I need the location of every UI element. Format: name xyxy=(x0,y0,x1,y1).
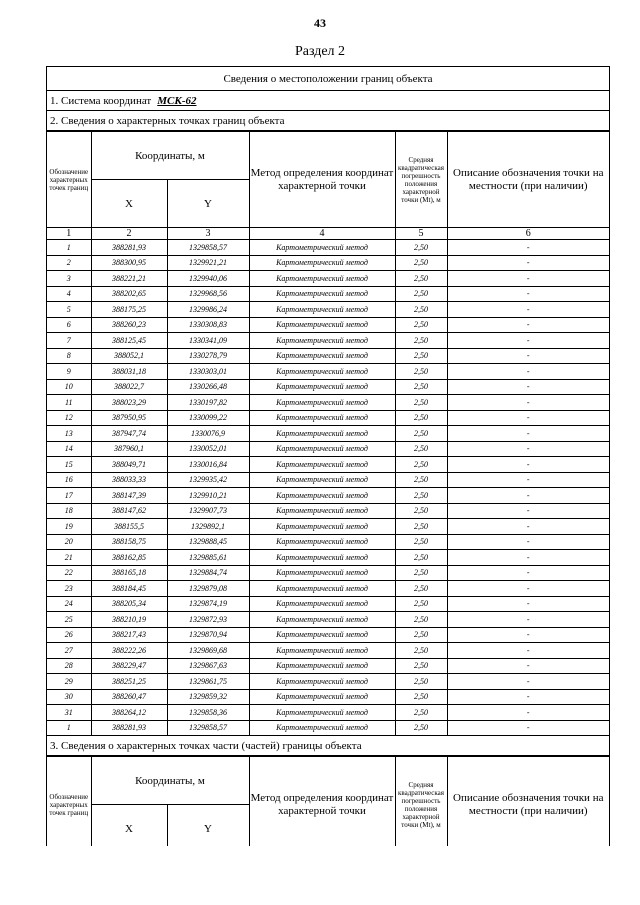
coordinate-system-value: МСК-62 xyxy=(157,95,197,107)
point-number: 1 xyxy=(47,720,91,736)
table-row xyxy=(47,271,609,287)
method-cell: Картометрический метод xyxy=(249,240,395,256)
table-row xyxy=(47,441,609,457)
part-header-description: Описание обозначения точки на местности (при наличии) xyxy=(447,757,609,847)
accuracy-cell: 2,50 xyxy=(395,395,447,411)
point-number: 4 xyxy=(47,286,91,302)
coord-x: 388031,18 xyxy=(91,364,167,380)
point-number: 2 xyxy=(47,255,91,271)
coord-x: 388251,25 xyxy=(91,674,167,690)
table-row xyxy=(47,240,609,256)
coord-x: 388264,12 xyxy=(91,705,167,721)
accuracy-cell: 2,50 xyxy=(395,457,447,473)
column-number: 6 xyxy=(447,228,609,240)
point-number: 18 xyxy=(47,503,91,519)
table-row xyxy=(47,364,609,380)
column-number: 4 xyxy=(249,228,395,240)
accuracy-cell: 2,50 xyxy=(395,441,447,457)
table-row xyxy=(47,596,609,612)
coord-x: 388165,18 xyxy=(91,565,167,581)
accuracy-cell: 2,50 xyxy=(395,534,447,550)
coord-x: 388205,34 xyxy=(91,596,167,612)
table-row xyxy=(47,317,609,333)
header-description: Описание обозначения точки на местности (при наличии) xyxy=(447,132,609,228)
method-cell: Картометрический метод xyxy=(249,519,395,535)
table-row xyxy=(47,503,609,519)
coord-y: 1329874,19 xyxy=(167,596,249,612)
method-cell: Картометрический метод xyxy=(249,550,395,566)
coord-y: 1329859,32 xyxy=(167,689,249,705)
table-row xyxy=(47,395,609,411)
coord-y: 1329907,73 xyxy=(167,503,249,519)
table-row xyxy=(47,581,609,597)
coord-y: 1330266,48 xyxy=(167,379,249,395)
column-number: 3 xyxy=(167,228,249,240)
description-cell: - xyxy=(447,550,609,566)
description-cell: - xyxy=(447,658,609,674)
point-number: 13 xyxy=(47,426,91,442)
coord-x: 388022,7 xyxy=(91,379,167,395)
coord-x: 388281,93 xyxy=(91,240,167,256)
accuracy-cell: 2,50 xyxy=(395,612,447,628)
method-cell: Картометрический метод xyxy=(249,596,395,612)
accuracy-cell: 2,50 xyxy=(395,426,447,442)
accuracy-cell: 2,50 xyxy=(395,348,447,364)
coord-x: 387950,95 xyxy=(91,410,167,426)
method-cell: Картометрический метод xyxy=(249,503,395,519)
section-title: Раздел 2 xyxy=(294,44,346,59)
coord-y: 1329858,57 xyxy=(167,720,249,736)
coord-y: 1330308,83 xyxy=(167,317,249,333)
coord-y: 1330341,09 xyxy=(167,333,249,349)
description-cell: - xyxy=(447,410,609,426)
coord-y: 1330303,01 xyxy=(167,364,249,380)
coord-x: 388260,23 xyxy=(91,317,167,333)
point-number: 23 xyxy=(47,581,91,597)
description-cell: - xyxy=(447,317,609,333)
method-cell: Картометрический метод xyxy=(249,689,395,705)
table-row xyxy=(47,286,609,302)
method-cell: Картометрический метод xyxy=(249,643,395,659)
coord-x: 388184,45 xyxy=(91,581,167,597)
document-table-frame xyxy=(46,66,610,846)
table-row xyxy=(47,612,609,628)
description-cell: - xyxy=(447,472,609,488)
table-row xyxy=(47,705,609,721)
description-cell: - xyxy=(447,643,609,659)
description-cell: - xyxy=(447,565,609,581)
method-cell: Картометрический метод xyxy=(249,534,395,550)
method-cell: Картометрический метод xyxy=(249,364,395,380)
header-row xyxy=(47,132,609,180)
part-header-method: Метод определения координат характерной точки xyxy=(249,757,395,847)
method-cell: Картометрический метод xyxy=(249,472,395,488)
method-cell: Картометрический метод xyxy=(249,410,395,426)
method-cell: Картометрический метод xyxy=(249,705,395,721)
coord-x: 388147,39 xyxy=(91,488,167,504)
accuracy-cell: 2,50 xyxy=(395,705,447,721)
point-number: 1 xyxy=(47,240,91,256)
point-number: 20 xyxy=(47,534,91,550)
method-cell: Картометрический метод xyxy=(249,286,395,302)
description-cell: - xyxy=(447,255,609,271)
description-cell: - xyxy=(447,457,609,473)
accuracy-cell: 2,50 xyxy=(395,596,447,612)
coord-x: 388162,85 xyxy=(91,550,167,566)
table-row xyxy=(47,689,609,705)
coord-x: 388281,93 xyxy=(91,720,167,736)
table-row xyxy=(47,348,609,364)
description-cell: - xyxy=(447,519,609,535)
description-cell: - xyxy=(447,286,609,302)
coord-y: 1329892,1 xyxy=(167,519,249,535)
description-cell: - xyxy=(447,348,609,364)
table-row xyxy=(47,674,609,690)
coord-y: 1330197,82 xyxy=(167,395,249,411)
accuracy-cell: 2,50 xyxy=(395,488,447,504)
accuracy-cell: 2,50 xyxy=(395,689,447,705)
accuracy-cell: 2,50 xyxy=(395,317,447,333)
description-cell: - xyxy=(447,441,609,457)
coord-y: 1329921,21 xyxy=(167,255,249,271)
method-cell: Картометрический метод xyxy=(249,426,395,442)
coord-y: 1329869,68 xyxy=(167,643,249,659)
coord-x: 388147,62 xyxy=(91,503,167,519)
method-cell: Картометрический метод xyxy=(249,348,395,364)
table-title: Сведения о местоположении границ объекта xyxy=(47,67,609,91)
description-cell: - xyxy=(447,426,609,442)
accuracy-cell: 2,50 xyxy=(395,364,447,380)
method-cell: Картометрический метод xyxy=(249,488,395,504)
coord-x: 388221,21 xyxy=(91,271,167,287)
coord-x: 388158,75 xyxy=(91,534,167,550)
point-number: 24 xyxy=(47,596,91,612)
accuracy-cell: 2,50 xyxy=(395,302,447,318)
section3-heading: 3. Сведения о характерных точках части (частей) границы объекта xyxy=(47,736,609,756)
accuracy-cell: 2,50 xyxy=(395,503,447,519)
description-cell: - xyxy=(447,674,609,690)
point-number: 6 xyxy=(47,317,91,333)
point-number: 19 xyxy=(47,519,91,535)
accuracy-cell: 2,50 xyxy=(395,240,447,256)
accuracy-cell: 2,50 xyxy=(395,271,447,287)
table-row xyxy=(47,333,609,349)
column-number: 2 xyxy=(91,228,167,240)
coord-y: 1329940,06 xyxy=(167,271,249,287)
coord-y: 1329884,74 xyxy=(167,565,249,581)
header-y: Y xyxy=(167,180,249,228)
method-cell: Картометрический метод xyxy=(249,255,395,271)
accuracy-cell: 2,50 xyxy=(395,643,447,659)
coord-x: 388300,95 xyxy=(91,255,167,271)
coord-x: 388049,71 xyxy=(91,457,167,473)
accuracy-cell: 2,50 xyxy=(395,519,447,535)
table-row xyxy=(47,302,609,318)
part-points-table xyxy=(47,756,609,846)
section2-heading: 2. Сведения о характерных точках границ объекта xyxy=(47,111,609,131)
accuracy-cell: 2,50 xyxy=(395,674,447,690)
description-cell: - xyxy=(447,720,609,736)
accuracy-cell: 2,50 xyxy=(395,410,447,426)
method-cell: Картометрический метод xyxy=(249,317,395,333)
point-number: 11 xyxy=(47,395,91,411)
point-number: 5 xyxy=(47,302,91,318)
point-number: 28 xyxy=(47,658,91,674)
coord-y: 1330099,22 xyxy=(167,410,249,426)
description-cell: - xyxy=(447,240,609,256)
description-cell: - xyxy=(447,488,609,504)
coord-x: 388155,5 xyxy=(91,519,167,535)
coord-y: 1329935,42 xyxy=(167,472,249,488)
point-number: 8 xyxy=(47,348,91,364)
coord-y: 1329858,36 xyxy=(167,705,249,721)
column-number-row xyxy=(47,228,609,240)
points-table xyxy=(47,131,609,736)
method-cell: Картометрический метод xyxy=(249,674,395,690)
point-number: 10 xyxy=(47,379,91,395)
accuracy-cell: 2,50 xyxy=(395,565,447,581)
method-cell: Картометрический метод xyxy=(249,627,395,643)
coord-x: 388023,29 xyxy=(91,395,167,411)
coord-x: 387947,74 xyxy=(91,426,167,442)
part-header-x: X xyxy=(91,805,167,847)
table-row xyxy=(47,643,609,659)
part-header-accuracy: Средняя квадратическая погрешность положения характерной точки (Mt), м xyxy=(395,757,447,847)
point-number: 14 xyxy=(47,441,91,457)
accuracy-cell: 2,50 xyxy=(395,720,447,736)
description-cell: - xyxy=(447,364,609,380)
method-cell: Картометрический метод xyxy=(249,302,395,318)
coord-y: 1330278,79 xyxy=(167,348,249,364)
point-number: 29 xyxy=(47,674,91,690)
accuracy-cell: 2,50 xyxy=(395,472,447,488)
description-cell: - xyxy=(447,395,609,411)
point-number: 3 xyxy=(47,271,91,287)
coord-y: 1329910,21 xyxy=(167,488,249,504)
point-number: 30 xyxy=(47,689,91,705)
description-cell: - xyxy=(447,534,609,550)
coord-x: 388033,33 xyxy=(91,472,167,488)
description-cell: - xyxy=(447,612,609,628)
coordinate-system-row xyxy=(47,91,609,111)
coord-x: 388260,47 xyxy=(91,689,167,705)
point-number: 22 xyxy=(47,565,91,581)
accuracy-cell: 2,50 xyxy=(395,550,447,566)
table-row xyxy=(47,457,609,473)
coord-x: 388052,1 xyxy=(91,348,167,364)
coord-y: 1329885,61 xyxy=(167,550,249,566)
accuracy-cell: 2,50 xyxy=(395,627,447,643)
description-cell: - xyxy=(447,705,609,721)
point-number: 17 xyxy=(47,488,91,504)
table-row xyxy=(47,550,609,566)
method-cell: Картометрический метод xyxy=(249,271,395,287)
description-cell: - xyxy=(447,689,609,705)
coord-x: 388202,65 xyxy=(91,286,167,302)
header-method: Метод определения координат характерной точки xyxy=(249,132,395,228)
table-row xyxy=(47,519,609,535)
method-cell: Картометрический метод xyxy=(249,333,395,349)
method-cell: Картометрический метод xyxy=(249,720,395,736)
description-cell: - xyxy=(447,271,609,287)
coord-y: 1329861,75 xyxy=(167,674,249,690)
coord-x: 388125,45 xyxy=(91,333,167,349)
part-header-row xyxy=(47,757,609,805)
description-cell: - xyxy=(447,627,609,643)
table-row xyxy=(47,426,609,442)
method-cell: Картометрический метод xyxy=(249,457,395,473)
description-cell: - xyxy=(447,581,609,597)
point-number: 9 xyxy=(47,364,91,380)
accuracy-cell: 2,50 xyxy=(395,581,447,597)
coordinate-system-label: 1. Система координат xyxy=(50,95,152,107)
method-cell: Картометрический метод xyxy=(249,395,395,411)
description-cell: - xyxy=(447,379,609,395)
part-header-point-label: Обозначение характерных точек границ xyxy=(47,757,91,847)
accuracy-cell: 2,50 xyxy=(395,658,447,674)
coord-x: 387960,1 xyxy=(91,441,167,457)
description-cell: - xyxy=(447,503,609,519)
table-row xyxy=(47,627,609,643)
accuracy-cell: 2,50 xyxy=(395,379,447,395)
coord-y: 1329879,08 xyxy=(167,581,249,597)
coord-x: 388229,47 xyxy=(91,658,167,674)
method-cell: Картометрический метод xyxy=(249,612,395,628)
point-number: 31 xyxy=(47,705,91,721)
header-x: X xyxy=(91,180,167,228)
header-coordinates: Координаты, м xyxy=(91,132,249,180)
point-number: 16 xyxy=(47,472,91,488)
coord-y: 1329888,45 xyxy=(167,534,249,550)
point-number: 12 xyxy=(47,410,91,426)
coord-x: 388175,25 xyxy=(91,302,167,318)
coord-y: 1330016,84 xyxy=(167,457,249,473)
method-cell: Картометрический метод xyxy=(249,441,395,457)
description-cell: - xyxy=(447,333,609,349)
accuracy-cell: 2,50 xyxy=(395,333,447,349)
coord-y: 1329986,24 xyxy=(167,302,249,318)
method-cell: Картометрический метод xyxy=(249,379,395,395)
column-number: 1 xyxy=(47,228,91,240)
point-number: 25 xyxy=(47,612,91,628)
method-cell: Картометрический метод xyxy=(249,658,395,674)
coord-y: 1329968,56 xyxy=(167,286,249,302)
coord-y: 1329867,63 xyxy=(167,658,249,674)
part-header-coordinates: Координаты, м xyxy=(91,757,249,805)
table-row xyxy=(47,565,609,581)
method-cell: Картометрический метод xyxy=(249,581,395,597)
table-row xyxy=(47,410,609,426)
method-cell: Картометрический метод xyxy=(249,565,395,581)
table-row xyxy=(47,379,609,395)
point-number: 7 xyxy=(47,333,91,349)
table-row xyxy=(47,534,609,550)
coord-y: 1330076,9 xyxy=(167,426,249,442)
point-number: 21 xyxy=(47,550,91,566)
description-cell: - xyxy=(447,596,609,612)
table-row xyxy=(47,255,609,271)
point-number: 26 xyxy=(47,627,91,643)
accuracy-cell: 2,50 xyxy=(395,255,447,271)
coord-x: 388222,26 xyxy=(91,643,167,659)
coord-y: 1329858,57 xyxy=(167,240,249,256)
table-row xyxy=(47,658,609,674)
coord-y: 1329872,93 xyxy=(167,612,249,628)
coord-y: 1329870,94 xyxy=(167,627,249,643)
description-cell: - xyxy=(447,302,609,318)
point-number: 27 xyxy=(47,643,91,659)
coord-x: 388217,43 xyxy=(91,627,167,643)
header-accuracy: Средняя квадратическая погрешность положения характерной точки (Mt), м xyxy=(395,132,447,228)
page-number: 43 xyxy=(314,16,326,30)
table-row xyxy=(47,488,609,504)
column-number: 5 xyxy=(395,228,447,240)
coord-x: 388210,19 xyxy=(91,612,167,628)
point-number: 15 xyxy=(47,457,91,473)
accuracy-cell: 2,50 xyxy=(395,286,447,302)
part-header-y: Y xyxy=(167,805,249,847)
coord-y: 1330052,01 xyxy=(167,441,249,457)
table-row xyxy=(47,720,609,736)
header-point-label: Обозначение характерных точек границ xyxy=(47,132,91,228)
table-row xyxy=(47,472,609,488)
